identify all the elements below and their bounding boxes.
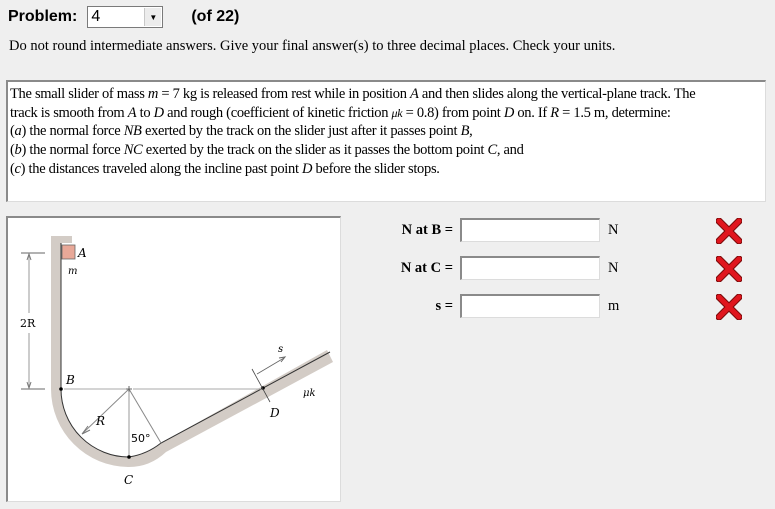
incorrect-x-icon [716, 256, 742, 282]
incorrect-x-icon [716, 218, 742, 244]
answer-label: N at B = [401, 221, 453, 238]
unit-label: m [608, 297, 620, 314]
problem-select-value: 4 [91, 8, 101, 25]
unit-label: N [608, 259, 619, 276]
problem-figure [6, 216, 341, 502]
problem-label: Problem: [8, 8, 78, 25]
slider-block [62, 245, 75, 259]
label-angle: 50° [131, 432, 151, 445]
answer-row-nb [380, 217, 638, 243]
track-body [51, 236, 333, 467]
label-s: s [278, 344, 284, 355]
s-input[interactable] [460, 294, 600, 318]
label-A: A [78, 246, 87, 260]
answer-label: s = [435, 297, 453, 314]
label-m: m [68, 266, 78, 277]
nb-input[interactable] [460, 218, 600, 242]
label-D: D [270, 406, 280, 420]
answer-row-nc [380, 255, 638, 281]
problem-count: (of 22) [191, 8, 240, 25]
problem-statement: The small slider of mass m = 7 kg is released from rest while in position A and then slides along the vertical-plane track. The track is smooth from A to D and rough (coefficient of kinetic friction μk = 0.8) from point D on. If R = 1.5 m, determine: (a) the normal force NB exerted by the track on the slider just after it passes point B, (b) the normal force NC exerted by the track on the slider as it passes the bottom point C, and (c) the distances traveled along the incline past point D before the slider stops. [6, 80, 766, 202]
label-mu: μk [303, 388, 316, 399]
incorrect-x-icon [716, 294, 742, 320]
answer-row-s [380, 293, 638, 319]
instructions: Do not round intermediate answers. Give your final answer(s) to three decimal places. Check your units. [9, 38, 616, 54]
nc-input[interactable] [460, 256, 600, 280]
label-C: C [124, 473, 134, 487]
answer-label: N at C = [400, 259, 453, 276]
label-B: B [66, 373, 75, 387]
label-R: R [96, 414, 106, 428]
chevron-down-icon[interactable]: ▼ [144, 8, 161, 26]
unit-label: N [608, 221, 619, 238]
label-2R: 2R [20, 317, 36, 330]
